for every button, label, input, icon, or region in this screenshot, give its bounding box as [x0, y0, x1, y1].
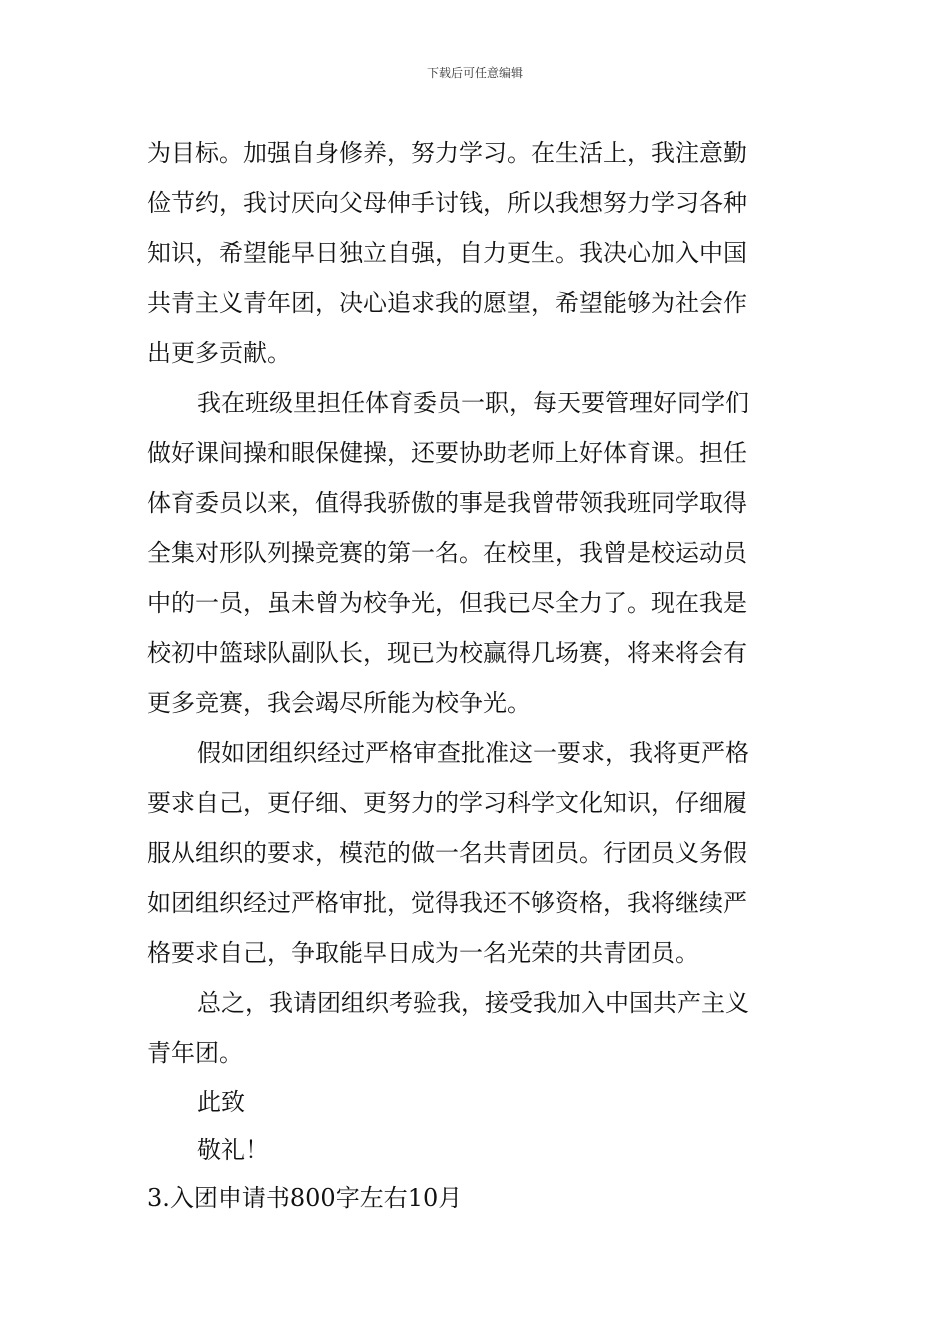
- text-line: 青年团。: [147, 1039, 243, 1067]
- text-line: 共青主义青年团，决心追求我的愿望，希望能够为社会作: [147, 289, 747, 317]
- text-line: 如团组织经过严格审批，觉得我还不够资格，我将继续严: [147, 889, 747, 917]
- text-line: 格要求自己，争取能早日成为一名光荣的共青团员。: [147, 939, 699, 967]
- text-line: 俭节约，我讨厌向父母伸手讨钱，所以我想努力学习各种: [147, 189, 747, 217]
- paragraph-start-line: 我在班级里担任体育委员一职，每天要管理好同学们: [197, 389, 749, 417]
- paragraph-start-line: 总之，我请团组织考验我，接受我加入中国共产主义: [197, 989, 749, 1017]
- text-line: 知识，希望能早日独立自强，自力更生。我决心加入中国: [147, 239, 747, 267]
- document-body: [147, 128, 807, 1222]
- text-line: 要求自己，更仔细、更努力的学习科学文化知识，仔细履: [147, 789, 747, 817]
- text-line: 校初中篮球队副队长，现已为校赢得几场赛，将来将会有: [147, 639, 747, 667]
- text-line: 全集对形队列操竞赛的第一名。在校里，我曾是校运动员: [147, 539, 747, 567]
- page-header-note: 下载后可任意编辑: [426, 66, 523, 80]
- text-line: 中的一员，虽未曾为校争光，但我已尽全力了。现在我是: [147, 589, 747, 617]
- text-line: 更多竞赛，我会竭尽所能为校争光。: [147, 689, 531, 717]
- text-line: 体育委员以来，值得我骄傲的事是我曾带领我班同学取得: [147, 489, 747, 517]
- closing-respect: 敬礼！: [197, 1136, 269, 1164]
- text-line: 做好课间操和眼保健操，还要协助老师上好体育课。担任: [147, 439, 747, 467]
- section-heading: 3.入团申请书800字左右10月: [147, 1184, 463, 1212]
- paragraph-start-line: 假如团组织经过严格审查批准这一要求，我将更严格: [197, 739, 749, 767]
- closing-salutation: 此致: [197, 1088, 245, 1116]
- text-line: 出更多贡献。: [147, 339, 291, 367]
- text-line: 服从组织的要求，模范的做一名共青团员。行团员义务假: [147, 839, 747, 867]
- text-line: 为目标。加强自身修养，努力学习。在生活上，我注意勤: [147, 139, 747, 167]
